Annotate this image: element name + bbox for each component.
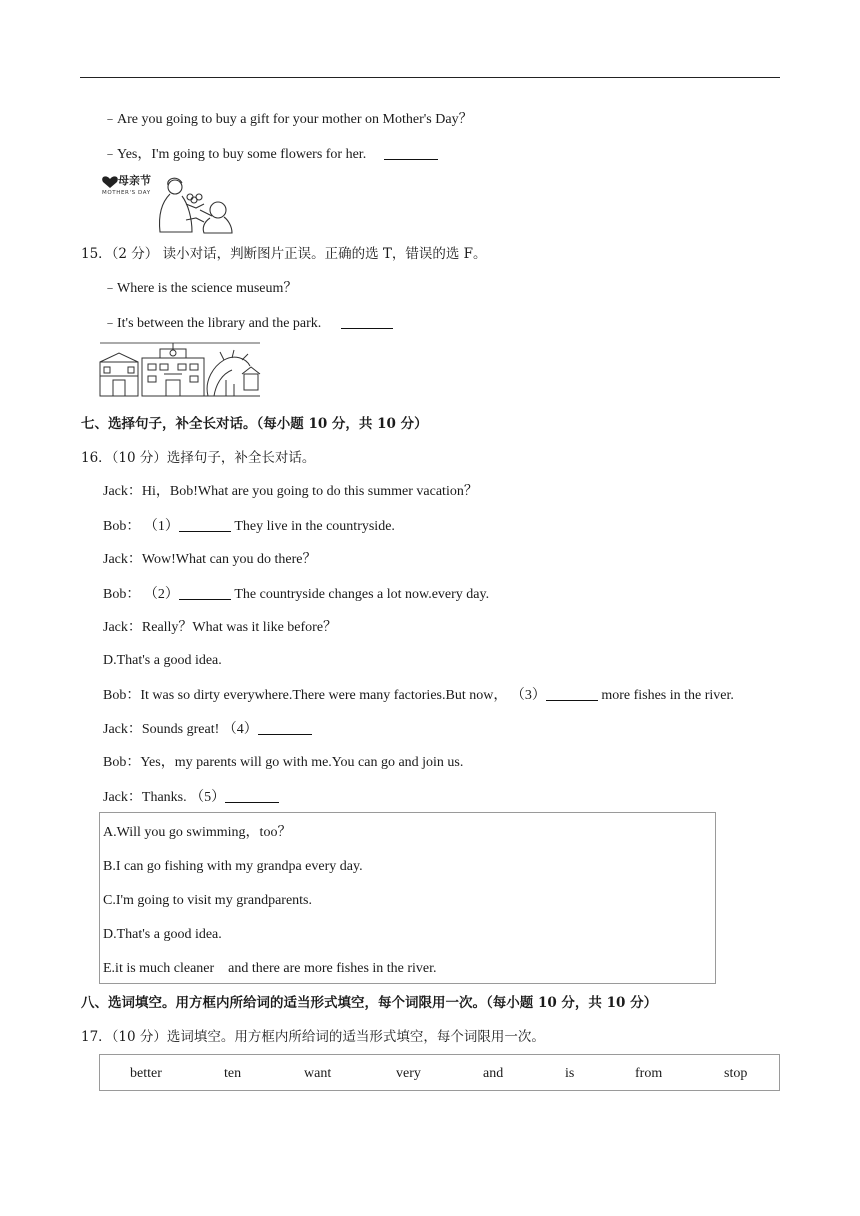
answer-blank-4[interactable] — [258, 720, 312, 735]
answer-blank-2[interactable] — [179, 585, 231, 600]
q15-header: 15．（2 分） 读小对话，判断图片正误。正确的选 T，错误的选 F。 — [81, 246, 487, 262]
mother-child-drawing — [159, 178, 232, 233]
q16-dialogue-line-1 — [103, 483, 478, 501]
option-a: A.Will you go swimming，too？ — [103, 825, 292, 840]
section7-title: 七、选择句子，补全长对话。（每小题 10 分，共 10 分） — [81, 416, 428, 432]
q16-dialogue-line-8 — [103, 720, 312, 739]
option-c: C.I'm going to visit my grandparents. — [103, 893, 313, 908]
q15-line2-text: ﹣It's between the library and the park. — [103, 316, 322, 331]
q16-dialogue-line-10 — [103, 788, 279, 807]
word-item: better — [130, 1066, 162, 1081]
dialogue-pre: It was so dirty everywhere.There were many factories.But now， （3） — [140, 688, 546, 703]
q15-line1: ﹣Where is the science museum？ — [103, 281, 298, 296]
speaker: Jack： — [103, 484, 142, 499]
option-e: E.it is much cleaner and there are more fishes in the river. — [103, 961, 437, 976]
speaker: Jack： — [103, 790, 142, 805]
speaker: Bob： — [103, 519, 141, 534]
dialogue-pre: Sounds great! （4） — [141, 722, 258, 737]
q16-dialogue-line-2 — [103, 517, 395, 536]
mothers-day-illustration — [100, 170, 240, 236]
q17-header: 17．（10 分）选词填空。用方框内所给词的适当形式填空，每个词限用一次。 — [81, 1029, 545, 1045]
header-rule — [80, 77, 780, 78]
q16-dialogue-line-7 — [103, 686, 734, 705]
q16-header: 16．（10 分）选择句子，补全长对话。 — [81, 450, 316, 466]
word-item: want — [304, 1066, 332, 1081]
library-building — [100, 353, 138, 396]
q16-dialogue-line-4 — [103, 585, 489, 604]
speaker: Jack： — [103, 722, 142, 737]
dialogue-post: more fishes in the river. — [597, 688, 734, 703]
word-item: very — [396, 1066, 421, 1081]
q16-dialogue-line-9 — [103, 754, 463, 772]
q15-answer-blank[interactable] — [341, 314, 393, 329]
q14-line2-text: ﹣Yes，I'm going to buy some flowers for her. — [103, 147, 367, 162]
dialogue-post: They live in the countryside. — [230, 519, 395, 534]
option-d: D.That's a good idea. — [103, 927, 222, 942]
speaker: Bob： — [103, 755, 141, 770]
q16-dialogue-line-3 — [103, 551, 316, 569]
dialogue-text: Hi，Bob!What are you going to do this summer vacation？ — [141, 484, 478, 499]
museum-building — [142, 343, 204, 396]
q14-line1: ﹣Are you going to buy a gift for your mother on Mother's Day？ — [103, 112, 473, 127]
q14-line2 — [103, 145, 438, 164]
speaker: Bob： — [103, 688, 141, 703]
park-trees — [204, 350, 260, 396]
q16-dialogue-line-6 — [103, 652, 222, 670]
mothers-day-en-label: MOTHER'S DAY — [102, 190, 151, 196]
answer-blank-1[interactable] — [179, 517, 231, 532]
word-item: and — [483, 1066, 504, 1081]
answer-blank-5[interactable] — [225, 788, 279, 803]
q15-line2 — [103, 314, 393, 333]
dialogue-pre: （1） — [140, 519, 179, 534]
option-b: B.I can go fishing with my grandpa every day. — [103, 859, 363, 874]
answer-blank-3[interactable] — [546, 686, 598, 701]
dialogue-post: The countryside changes a lot now.every day. — [230, 587, 490, 602]
speaker: Bob： — [103, 587, 141, 602]
word-item: from — [635, 1066, 663, 1081]
dialogue-text: Yes，my parents will go with me.You can go and join us. — [140, 755, 464, 770]
dialogue-text: Wow!What can you do there？ — [141, 552, 317, 567]
mothers-day-cn-label: 母亲节 — [118, 174, 151, 187]
word-item: ten — [224, 1066, 242, 1081]
dialogue-text: Really？What was it like before？ — [141, 620, 338, 635]
buildings-illustration — [98, 340, 263, 400]
q16-options-box — [99, 812, 716, 984]
word-item: is — [565, 1066, 575, 1081]
speaker: Jack： — [103, 552, 142, 567]
dialogue-pre: （2） — [140, 587, 179, 602]
speaker: Jack： — [103, 620, 142, 635]
heart-icon — [102, 176, 118, 188]
q14-answer-blank[interactable] — [384, 145, 438, 160]
q17-word-box — [99, 1054, 780, 1091]
q16-dialogue-line-5 — [103, 619, 337, 637]
word-item: stop — [724, 1066, 748, 1081]
dialogue-pre: Thanks. （5） — [141, 790, 226, 805]
section8-title: 八、选词填空。用方框内所给词的适当形式填空，每个词限用一次。（每小题 10 分，共 10 分） — [81, 995, 658, 1011]
dialogue-text: D.That's a good idea. — [103, 653, 222, 668]
